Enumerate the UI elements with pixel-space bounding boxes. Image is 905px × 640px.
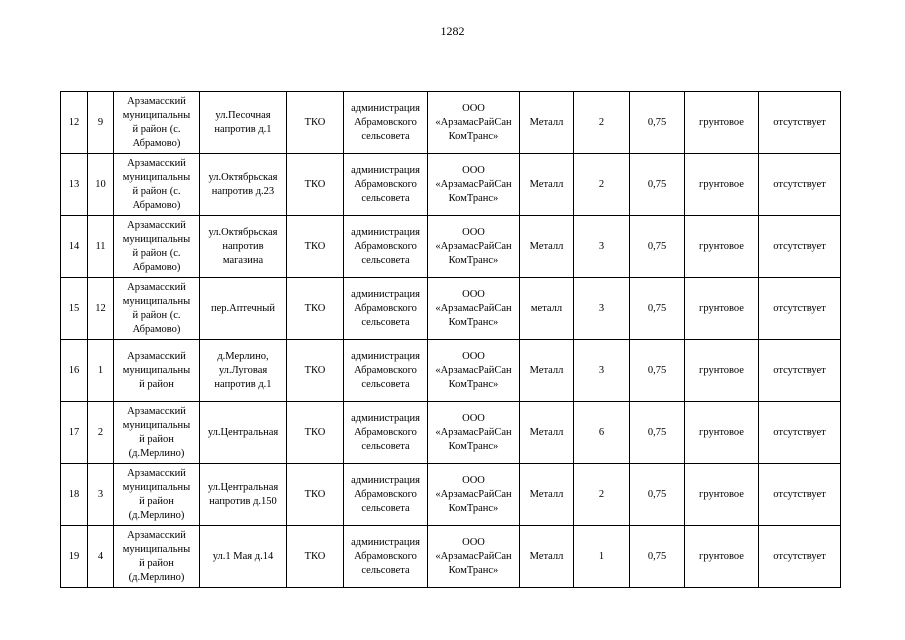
cell-waste-type: ТКО bbox=[287, 526, 344, 588]
cell-district-line: Абрамово) bbox=[132, 323, 181, 335]
table-row bbox=[61, 464, 841, 526]
cell-operator-line: КомТранс» bbox=[448, 502, 499, 514]
cell-sub-number: 12 bbox=[88, 278, 114, 340]
cell-administration bbox=[344, 154, 428, 216]
cell-operator-line: КомТранс» bbox=[448, 192, 499, 204]
cell-address bbox=[200, 526, 287, 588]
cell-district-line: й район bbox=[139, 495, 174, 507]
cell-number: 13 bbox=[61, 154, 88, 216]
cell-administration-line: Абрамовского bbox=[354, 550, 417, 562]
cell-administration-line: сельсовета bbox=[361, 378, 410, 390]
cell-administration-line: сельсовета bbox=[361, 440, 410, 452]
cell-fence: отсутствует bbox=[759, 92, 841, 154]
cell-administration bbox=[344, 464, 428, 526]
cell-operator-line: «АрзамасРайСан bbox=[435, 116, 512, 128]
cell-address-line: д.Мерлино, bbox=[217, 350, 269, 362]
cell-operator-line: «АрзамасРайСан bbox=[435, 550, 512, 562]
cell-surface: грунтовое bbox=[685, 216, 759, 278]
cell-container-count: 2 bbox=[574, 92, 630, 154]
cell-district-line: муниципальны bbox=[122, 109, 191, 121]
table-row bbox=[61, 402, 841, 464]
cell-volume: 0,75 bbox=[630, 278, 685, 340]
cell-district-line: й район bbox=[139, 433, 174, 445]
cell-district-line: (д.Мерлино) bbox=[128, 447, 185, 459]
cell-address bbox=[200, 464, 287, 526]
cell-material: Металл bbox=[520, 526, 574, 588]
cell-district-line: муниципальны bbox=[122, 233, 191, 245]
cell-address bbox=[200, 278, 287, 340]
cell-fence: отсутствует bbox=[759, 340, 841, 402]
cell-address bbox=[200, 154, 287, 216]
cell-district-line: й район bbox=[139, 378, 174, 390]
cell-waste-type: ТКО bbox=[287, 464, 344, 526]
cell-operator-line: «АрзамасРайСан bbox=[435, 488, 512, 500]
cell-surface: грунтовое bbox=[685, 278, 759, 340]
cell-district bbox=[114, 154, 200, 216]
cell-administration-line: администрация bbox=[351, 412, 420, 424]
cell-number: 15 bbox=[61, 278, 88, 340]
cell-surface: грунтовое bbox=[685, 526, 759, 588]
cell-operator bbox=[428, 154, 520, 216]
cell-administration-line: сельсовета bbox=[361, 564, 410, 576]
cell-administration-line: администрация bbox=[351, 536, 420, 548]
table-row bbox=[61, 340, 841, 402]
cell-container-count: 3 bbox=[574, 216, 630, 278]
cell-address-line: напротив д.1 bbox=[214, 378, 272, 390]
cell-district-line: муниципальны bbox=[122, 171, 191, 183]
cell-district-line: Абрамово) bbox=[132, 261, 181, 273]
cell-address-line: напротив bbox=[222, 240, 264, 252]
cell-container-count: 2 bbox=[574, 154, 630, 216]
cell-container-count: 3 bbox=[574, 278, 630, 340]
cell-address bbox=[200, 340, 287, 402]
cell-number: 12 bbox=[61, 92, 88, 154]
cell-waste-type: ТКО bbox=[287, 92, 344, 154]
cell-material: Металл bbox=[520, 402, 574, 464]
cell-administration-line: Абрамовского bbox=[354, 116, 417, 128]
cell-operator bbox=[428, 526, 520, 588]
cell-number: 19 bbox=[61, 526, 88, 588]
cell-material: Металл bbox=[520, 154, 574, 216]
cell-administration bbox=[344, 526, 428, 588]
cell-address-line: напротив д.23 bbox=[211, 185, 275, 197]
cell-administration-line: администрация bbox=[351, 226, 420, 238]
cell-district-line: й район (с. bbox=[132, 123, 181, 135]
cell-district-line: Арзамасский bbox=[127, 405, 186, 417]
cell-address-line: ул.1 Мая д.14 bbox=[212, 550, 274, 562]
cell-sub-number: 2 bbox=[88, 402, 114, 464]
cell-operator-line: КомТранс» bbox=[448, 254, 499, 266]
cell-surface: грунтовое bbox=[685, 340, 759, 402]
cell-administration-line: сельсовета bbox=[361, 130, 410, 142]
cell-operator-line: КомТранс» bbox=[448, 564, 499, 576]
cell-waste-type: ТКО bbox=[287, 278, 344, 340]
cell-administration-line: сельсовета bbox=[361, 502, 410, 514]
cell-district bbox=[114, 526, 200, 588]
cell-district-line: Арзамасский bbox=[127, 467, 186, 479]
cell-fence: отсутствует bbox=[759, 154, 841, 216]
table-body bbox=[61, 92, 841, 588]
cell-material: Металл bbox=[520, 216, 574, 278]
cell-operator-line: КомТранс» bbox=[448, 316, 499, 328]
cell-operator-line: «АрзамасРайСан bbox=[435, 302, 512, 314]
table-row bbox=[61, 526, 841, 588]
cell-district-line: Абрамово) bbox=[132, 137, 181, 149]
cell-administration bbox=[344, 278, 428, 340]
cell-volume: 0,75 bbox=[630, 340, 685, 402]
cell-administration-line: администрация bbox=[351, 474, 420, 486]
cell-administration-line: администрация bbox=[351, 102, 420, 114]
cell-district-line: (д.Мерлино) bbox=[128, 571, 185, 583]
cell-address-line: ул.Центральная bbox=[207, 426, 279, 438]
cell-address-line: ул.Центральная bbox=[207, 481, 279, 493]
cell-district-line: Арзамасский bbox=[127, 219, 186, 231]
cell-volume: 0,75 bbox=[630, 526, 685, 588]
cell-operator-line: ООО bbox=[462, 474, 485, 486]
cell-district-line: Абрамово) bbox=[132, 199, 181, 211]
cell-waste-type: ТКО bbox=[287, 340, 344, 402]
cell-district-line: (д.Мерлино) bbox=[128, 509, 185, 521]
page-number: 1282 bbox=[440, 24, 465, 38]
cell-address bbox=[200, 92, 287, 154]
cell-administration-line: Абрамовского bbox=[354, 302, 417, 314]
table-row bbox=[61, 92, 841, 154]
cell-district-line: Арзамасский bbox=[127, 157, 186, 169]
cell-operator-line: «АрзамасРайСан bbox=[435, 178, 512, 190]
cell-address-line: магазина bbox=[222, 254, 264, 266]
cell-operator-line: ООО bbox=[462, 102, 485, 114]
cell-administration-line: Абрамовского bbox=[354, 240, 417, 252]
cell-sub-number: 10 bbox=[88, 154, 114, 216]
cell-operator bbox=[428, 92, 520, 154]
cell-material: Металл bbox=[520, 92, 574, 154]
cell-operator-line: ООО bbox=[462, 536, 485, 548]
cell-volume: 0,75 bbox=[630, 92, 685, 154]
cell-administration bbox=[344, 340, 428, 402]
cell-operator-line: ООО bbox=[462, 164, 485, 176]
cell-surface: грунтовое bbox=[685, 154, 759, 216]
cell-administration-line: администрация bbox=[351, 350, 420, 362]
cell-district-line: муниципальны bbox=[122, 295, 191, 307]
cell-district-line: й район (с. bbox=[132, 309, 181, 321]
cell-operator bbox=[428, 402, 520, 464]
cell-administration-line: администрация bbox=[351, 164, 420, 176]
cell-fence: отсутствует bbox=[759, 402, 841, 464]
cell-operator-line: «АрзамасРайСан bbox=[435, 240, 512, 252]
cell-sub-number: 4 bbox=[88, 526, 114, 588]
cell-material: металл bbox=[520, 278, 574, 340]
cell-number: 18 bbox=[61, 464, 88, 526]
cell-container-count: 6 bbox=[574, 402, 630, 464]
cell-address-line: ул.Октябрьская bbox=[208, 226, 278, 238]
cell-district-line: муниципальны bbox=[122, 419, 191, 431]
cell-operator-line: КомТранс» bbox=[448, 378, 499, 390]
cell-operator-line: ООО bbox=[462, 350, 485, 362]
cell-number: 17 bbox=[61, 402, 88, 464]
cell-address-line: пер.Аптечный bbox=[211, 302, 275, 314]
cell-district-line: Арзамасский bbox=[127, 95, 186, 107]
cell-waste-type: ТКО bbox=[287, 154, 344, 216]
cell-district-line: муниципальны bbox=[122, 481, 191, 493]
cell-operator bbox=[428, 278, 520, 340]
cell-administration-line: Абрамовского bbox=[354, 488, 417, 500]
cell-fence: отсутствует bbox=[759, 278, 841, 340]
cell-surface: грунтовое bbox=[685, 464, 759, 526]
cell-district-line: муниципальны bbox=[122, 543, 191, 555]
cell-sub-number: 9 bbox=[88, 92, 114, 154]
cell-material: Металл bbox=[520, 464, 574, 526]
waste-sites-table bbox=[60, 91, 841, 588]
cell-district-line: й район bbox=[139, 557, 174, 569]
cell-volume: 0,75 bbox=[630, 154, 685, 216]
cell-district-line: Арзамасский bbox=[127, 350, 186, 362]
cell-operator-line: ООО bbox=[462, 226, 485, 238]
cell-district bbox=[114, 340, 200, 402]
cell-sub-number: 11 bbox=[88, 216, 114, 278]
cell-district bbox=[114, 92, 200, 154]
cell-operator-line: КомТранс» bbox=[448, 130, 499, 142]
cell-operator bbox=[428, 464, 520, 526]
cell-fence: отсутствует bbox=[759, 216, 841, 278]
cell-volume: 0,75 bbox=[630, 464, 685, 526]
cell-address-line: напротив д.150 bbox=[209, 495, 277, 507]
cell-fence: отсутствует bbox=[759, 464, 841, 526]
cell-administration bbox=[344, 216, 428, 278]
cell-address bbox=[200, 216, 287, 278]
cell-container-count: 3 bbox=[574, 340, 630, 402]
cell-operator-line: «АрзамасРайСан bbox=[435, 364, 512, 376]
cell-address-line: ул.Песочная bbox=[215, 109, 271, 121]
cell-administration-line: Абрамовского bbox=[354, 426, 417, 438]
cell-district-line: Арзамасский bbox=[127, 281, 186, 293]
table-row bbox=[61, 154, 841, 216]
cell-operator bbox=[428, 216, 520, 278]
cell-number: 16 bbox=[61, 340, 88, 402]
cell-administration bbox=[344, 402, 428, 464]
cell-operator-line: КомТранс» bbox=[448, 440, 499, 452]
cell-surface: грунтовое bbox=[685, 92, 759, 154]
cell-container-count: 1 bbox=[574, 526, 630, 588]
cell-administration-line: администрация bbox=[351, 288, 420, 300]
cell-volume: 0,75 bbox=[630, 216, 685, 278]
cell-administration bbox=[344, 92, 428, 154]
cell-operator-line: ООО bbox=[462, 288, 485, 300]
cell-container-count: 2 bbox=[574, 464, 630, 526]
cell-district bbox=[114, 402, 200, 464]
cell-operator-line: ООО bbox=[462, 412, 485, 424]
cell-address-line: напротив д.1 bbox=[214, 123, 272, 135]
cell-administration-line: сельсовета bbox=[361, 316, 410, 328]
cell-administration-line: Абрамовского bbox=[354, 178, 417, 190]
cell-address-line: ул.Октябрьская bbox=[208, 171, 278, 183]
cell-volume: 0,75 bbox=[630, 402, 685, 464]
cell-district bbox=[114, 278, 200, 340]
cell-waste-type: ТКО bbox=[287, 402, 344, 464]
cell-administration-line: сельсовета bbox=[361, 254, 410, 266]
table-row bbox=[61, 216, 841, 278]
cell-address bbox=[200, 402, 287, 464]
cell-waste-type: ТКО bbox=[287, 216, 344, 278]
cell-sub-number: 3 bbox=[88, 464, 114, 526]
cell-sub-number: 1 bbox=[88, 340, 114, 402]
cell-fence: отсутствует bbox=[759, 526, 841, 588]
cell-operator bbox=[428, 340, 520, 402]
cell-address-line: ул.Луговая bbox=[218, 364, 268, 376]
cell-district-line: й район (с. bbox=[132, 247, 181, 259]
cell-number: 14 bbox=[61, 216, 88, 278]
cell-district bbox=[114, 464, 200, 526]
cell-district-line: Арзамасский bbox=[127, 529, 186, 541]
cell-material: Металл bbox=[520, 340, 574, 402]
cell-administration-line: сельсовета bbox=[361, 192, 410, 204]
cell-surface: грунтовое bbox=[685, 402, 759, 464]
cell-district-line: муниципальны bbox=[122, 364, 191, 376]
cell-operator-line: «АрзамасРайСан bbox=[435, 426, 512, 438]
cell-administration-line: Абрамовского bbox=[354, 364, 417, 376]
cell-district-line: й район (с. bbox=[132, 185, 181, 197]
table-row bbox=[61, 278, 841, 340]
cell-district bbox=[114, 216, 200, 278]
